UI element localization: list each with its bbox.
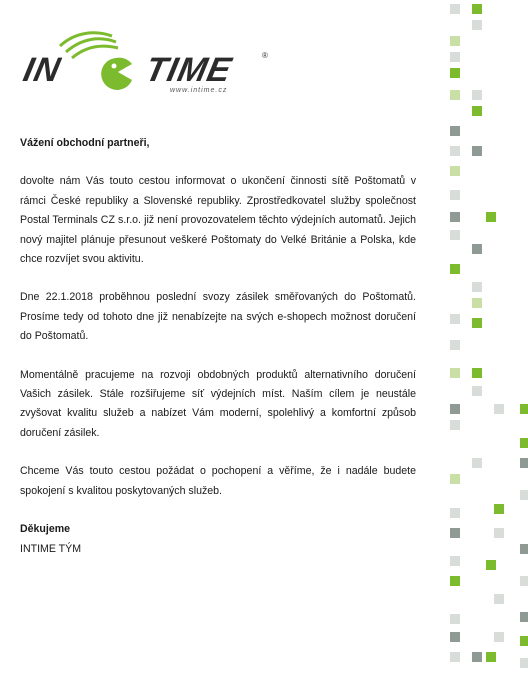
intime-logo	[20, 28, 270, 100]
deco-square	[520, 438, 528, 448]
deco-square	[450, 404, 460, 414]
deco-square	[520, 458, 528, 468]
registered-mark: ®	[262, 51, 268, 60]
deco-square	[486, 652, 496, 662]
deco-square	[450, 632, 460, 642]
deco-square	[494, 504, 504, 514]
deco-square	[450, 576, 460, 586]
deco-square	[520, 612, 528, 622]
deco-square	[472, 652, 482, 662]
deco-square	[472, 368, 482, 378]
deco-square	[450, 368, 460, 378]
deco-square	[450, 652, 460, 662]
deco-square	[494, 632, 504, 642]
closing: Děkujeme	[20, 523, 71, 536]
logo-url: www.intime.cz	[170, 87, 228, 94]
deco-square	[450, 52, 460, 62]
deco-square	[494, 594, 504, 604]
letter-body	[20, 134, 416, 559]
deco-square	[520, 490, 528, 500]
deco-square	[450, 146, 460, 156]
deco-square	[450, 4, 460, 14]
deco-square	[472, 386, 482, 396]
deco-square	[450, 212, 460, 222]
deco-square	[472, 20, 482, 30]
deco-square	[486, 560, 496, 570]
deco-square	[450, 190, 460, 200]
deco-square	[494, 404, 504, 414]
deco-square	[450, 314, 460, 324]
paragraph-3: Momentálně pracujeme na rozvoji obdobných produktů alternativního doručení Vašich zásilek. Stále rozšiřujeme síť výdejních míst. Naším cílem je neustále zvyšovat kvalitu služeb a nabízet Vám moderní, spolehlivý a komfortní způsob doručení zásilek.	[20, 368, 416, 439]
deco-square	[520, 404, 528, 414]
deco-square	[520, 576, 528, 586]
deco-square	[450, 420, 460, 430]
deco-square	[472, 244, 482, 254]
logo-word-in: IN	[20, 51, 65, 89]
deco-square	[450, 126, 460, 136]
deco-square	[472, 318, 482, 328]
deco-square	[472, 146, 482, 156]
deco-square	[472, 90, 482, 100]
paragraph-1: dovolte nám Vás touto cestou informovat o ukončení činnosti sítě Poštomatů v rámci České republiky a Slovenské republiky. Zprostředkovatel služby společnost Postal Terminals CZ s.r.o. již není provozovatelem těchto výdejních automatů. Jejich nový majitel plánuje přesunout veškeré Poštomaty do Velké Británie a Polska, kde chce rozvíjet svou aktivitu.	[20, 175, 416, 266]
deco-square	[450, 166, 460, 176]
signature: INTIME TÝM	[20, 542, 82, 555]
deco-square	[450, 340, 460, 350]
deco-square	[450, 556, 460, 566]
deco-square	[486, 212, 496, 222]
salutation: Vážení obchodní partneři,	[20, 137, 150, 149]
logo-word-time: TIME	[142, 51, 236, 89]
deco-square	[450, 614, 460, 624]
deco-square	[520, 544, 528, 554]
deco-square	[520, 658, 528, 668]
deco-square	[494, 528, 504, 538]
deco-square	[450, 264, 460, 274]
deco-square	[450, 68, 460, 78]
deco-square	[450, 230, 460, 240]
deco-square	[472, 458, 482, 468]
paragraph-2: Dne 22.1.2018 proběhnou poslední svozy zásilek směřovaných do Poštomatů. Prosíme tedy od tohoto dne již nenabízejte na svých e-shopech možnost doručení do Poštomatů.	[20, 291, 416, 343]
decorative-squares	[436, 0, 528, 676]
deco-square	[450, 528, 460, 538]
deco-square	[520, 636, 528, 646]
deco-square	[472, 282, 482, 292]
deco-square	[472, 298, 482, 308]
deco-square	[450, 36, 460, 46]
deco-square	[472, 106, 482, 116]
deco-square	[450, 90, 460, 100]
deco-square	[450, 474, 460, 484]
paragraph-4: Chceme Vás touto cestou požádat o pochopení a věříme, že i nadále budete spokojení s kvalitou poskytovaných služeb.	[20, 465, 416, 497]
deco-square	[450, 508, 460, 518]
deco-square	[472, 4, 482, 14]
